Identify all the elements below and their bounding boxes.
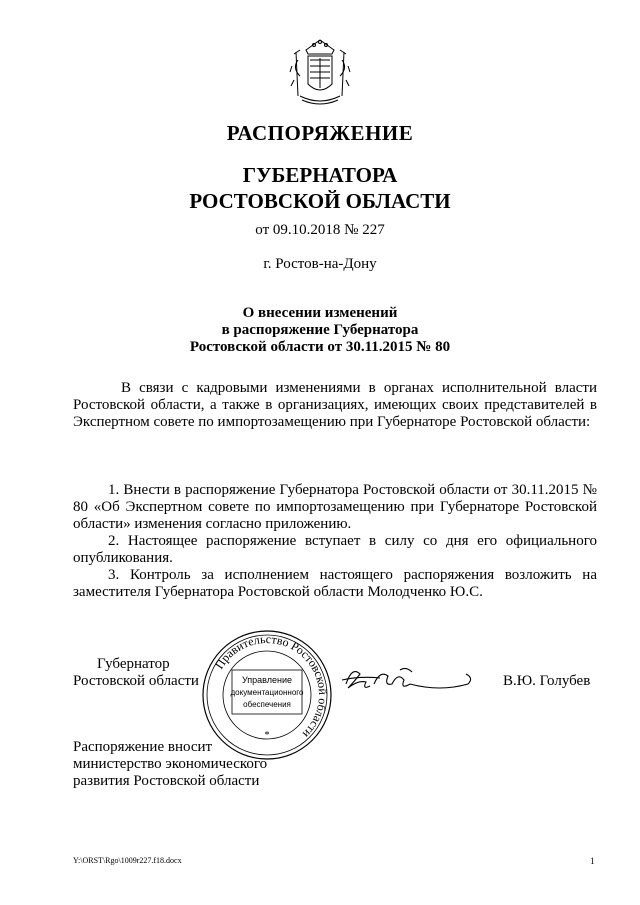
intro-paragraph: В связи с кадровыми изменениями в органах исполнительной власти Ростовской области, а также в организациях, имеющих своих представителей в Экспертном совете по импортозамещению при Губернаторе Ростовской области: (73, 380, 597, 430)
signatory-title (73, 656, 213, 690)
submitter-note (73, 739, 293, 790)
document-type-title: РАСПОРЯЖЕНИЕ (226, 121, 414, 145)
footer-page-number: 1 (590, 856, 595, 866)
seal-inner-line2: документационного (230, 688, 304, 697)
submitter-note-line3: развития Ростовской области (73, 773, 260, 789)
decree-item-1: 1. Внести в распоряжение Губернатора Ростовской области от 30.11.2015 № 80 «Об Экспертном совете по импортозамещению при Губернаторе Ростовской области» изменения согласно приложению. (73, 482, 597, 532)
document-city: г. Ростов-на-Дону (263, 256, 377, 272)
issuer-title (0, 162, 640, 214)
seal-star-icon: * (264, 730, 270, 741)
decree-item-3: 3. Контроль за исполнением настоящего распоряжения возложить на заместителя Губернатора Ростовской области Молодченко Ю.С. (73, 567, 597, 600)
decree-item-2: 2. Настоящее распоряжение вступает в силу со дня его официального опубликования. (73, 533, 597, 566)
issuer-title-line2: РОСТОВСКОЙ ОБЛАСТИ (189, 189, 451, 213)
footer-file-path: Y:\ORST\Rgo\1009r227.f18.docx (73, 856, 182, 865)
coat-of-arms-icon (288, 36, 352, 108)
seal-inner-line1: Управление (241, 675, 293, 685)
document-date-number: от 09.10.2018 № 227 (255, 222, 385, 238)
document-subject (0, 305, 640, 356)
subject-line3: Ростовской области от 30.11.2015 № 80 (189, 339, 451, 355)
subject-line2: в распоряжение Губернатора (221, 322, 419, 338)
signatory-name: В.Ю. Голубев (503, 673, 591, 689)
svg-text:Правительство Ростовской облас (212, 632, 330, 742)
seal-inner-line3: обеспечения (243, 700, 291, 709)
issuer-title-line1: ГУБЕРНАТОРА (242, 163, 398, 187)
decree-items (73, 482, 597, 601)
subject-line1: О внесении изменений (242, 305, 398, 321)
submitter-note-line1: Распоряжение вносит (73, 739, 213, 755)
handwritten-signature (340, 662, 480, 696)
signatory-title-line2: Ростовской области (73, 673, 199, 689)
seal-ring-text: Правительство Ростовской области (212, 631, 331, 742)
signatory-title-line1: Губернатор (97, 656, 170, 672)
submitter-note-line2: министерство экономического (73, 756, 268, 772)
